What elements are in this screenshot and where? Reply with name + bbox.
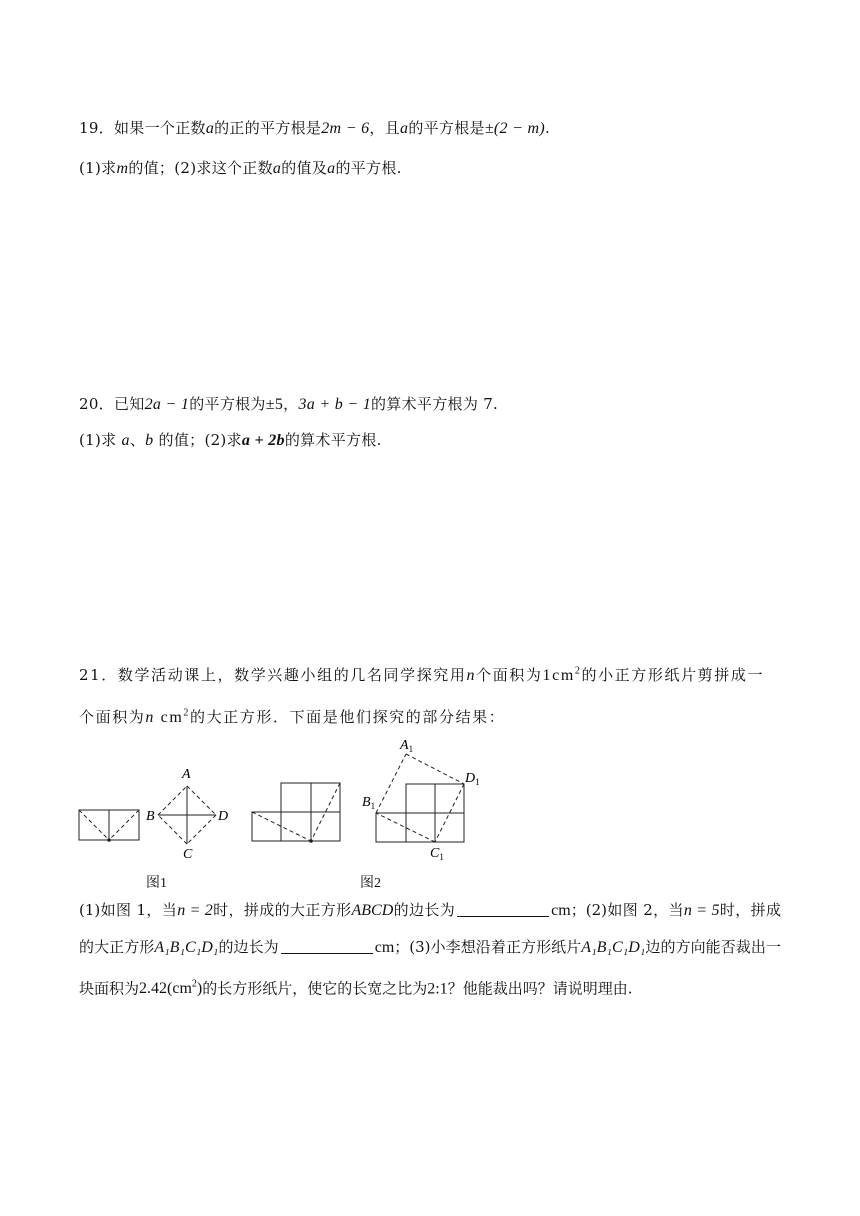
q19-text: 如果一个正数 [114,119,206,137]
label-d1: $D_1$ [465,771,480,787]
q20-line1 [79,393,498,414]
q21-number: 21． [79,666,118,684]
q20-text: 的算术平方根为 7. [371,395,499,413]
label-c: C [183,847,193,862]
q21-text: 如图 2，当 [606,901,684,919]
label-a1b1c1d1: A₁B₁C₁D₁ [581,939,646,956]
var-a: a [205,120,215,137]
label-b: B [146,809,155,824]
q19-line2 [79,157,402,178]
q21-text: 的大正方形．下面是他们探究的部分结果： [189,708,506,726]
q21-parts [79,892,781,1007]
q20-text: 、 [129,431,146,449]
label-a: A [182,767,191,782]
var-m: m [116,160,129,177]
unit-cm: cm [551,902,571,919]
part-label: (3) [409,938,431,956]
q21-text: 的边长为 [393,901,456,919]
expr-2m-6: 2m − 6 [321,120,370,137]
part-label: (1) [79,901,101,919]
var-b: b [145,432,154,449]
q19-text: 的值； [128,159,175,177]
q21-text: ； [394,938,410,956]
q21-text: 小李想沿着正方形纸片 [430,938,582,956]
q21-text: 时，拼成的大正方形 [212,901,352,919]
q21-text: 的边长为 [218,938,279,956]
q20-text: 的平方根为 [189,395,266,413]
area-value: $2.42(cm^2)$ [139,979,203,998]
label-c1: $C_1$ [430,846,444,862]
q20-text: 已知 [114,395,145,413]
q19-text: 求这个正数 [196,159,273,177]
fig2-left-grid [252,783,340,841]
q19-line1 [79,117,550,138]
q21-text: 边的方向 [645,938,706,956]
q19-text: 求 [101,159,117,177]
q21-line1 [79,664,764,685]
q20-text: ， [283,395,299,413]
label-b1: $B_1$ [362,795,376,811]
unit-cm: cm [374,939,395,956]
q19-text: ，且 [369,119,400,137]
q21-text: 时， [719,901,751,919]
q19-text: 的正的平方根是 [214,119,322,137]
fig1-square-abcd [158,786,216,844]
q19-text: . [545,119,551,137]
part-label: (2) [585,901,607,919]
answer-blank-2[interactable] [281,939,373,954]
expr-3a-b-1: 3a + b − 1 [298,396,372,413]
var-a: a [272,160,282,177]
fig2-caption: 图2 [360,876,381,891]
var-n: n [466,667,477,684]
fig1-rectangle [79,810,139,840]
expr-pm5: ±5 [265,396,284,413]
part-label: (2) [174,159,197,177]
q21-text: 个面积为 [79,708,146,726]
label-a1: $A_1$ [400,738,414,754]
q20-text: 求 [101,431,122,449]
unit-cm2: $cm^2$ [160,707,190,726]
part-label: (1) [79,159,102,177]
q21-text: 拼成的大正方形 [79,901,781,956]
q19-text: 的平方根. [335,159,402,177]
q20-text: 求 [226,431,242,449]
expr-pm-2-m: ±(2 − m) [484,120,546,137]
var-a: a [327,160,336,177]
q21-text: 如图 1，当 [100,901,178,919]
fig1-caption: 图1 [146,876,167,891]
expr-n-2: n = 2 [177,902,213,919]
expr-a-2b: a + 2b [241,432,285,449]
q21-text: 能否裁出一块面积为 [79,938,781,998]
q19-text: 的值及 [281,159,328,177]
q21-text: 由. [612,979,633,998]
var-a: a [121,432,130,449]
fig2-point [309,839,313,843]
q21-text: ？他能裁出吗？请说明理 [447,979,613,998]
label-a1b1c1d1: A₁B₁C₁D₁ [154,939,219,956]
q21-line2 [79,706,505,727]
q20-number: 20． [79,395,114,413]
q19-text: 的平方根是 [408,119,485,137]
part-label: (1) [79,431,102,449]
label-d: D [218,809,229,824]
ratio-value: 2:1 [427,980,448,998]
q20-line2 [79,429,382,450]
fig2-right-grid [376,784,464,842]
answer-blank-1[interactable] [457,902,549,917]
q20-text: 的算术平方根. [284,431,382,449]
label-abcd: ABCD [351,902,394,919]
var-n: n [145,709,156,726]
expr-n-5: n = 5 [683,902,720,919]
fig1-point [107,838,111,842]
q20-text: 的值； [153,431,205,449]
q19-number: 19． [79,119,114,137]
q21-text: 个面积为 [476,666,543,684]
part-label: (2) [204,431,227,449]
unit-1cm2: $1cm^2$ [542,665,582,684]
expr-2a-1: 2a − 1 [144,396,190,413]
figures [76,738,496,862]
fig2-tilted-square [376,754,464,842]
q21-text: 的小正方形纸片剪拼成一 [581,666,765,684]
var-a: a [400,120,409,137]
q21-text: 数学活动课上，数学兴趣小组的几名同学探究用 [117,666,467,684]
q21-text: ； [570,901,586,919]
q21-text: 的长方形纸片，使它的长宽之比为 [202,979,428,998]
